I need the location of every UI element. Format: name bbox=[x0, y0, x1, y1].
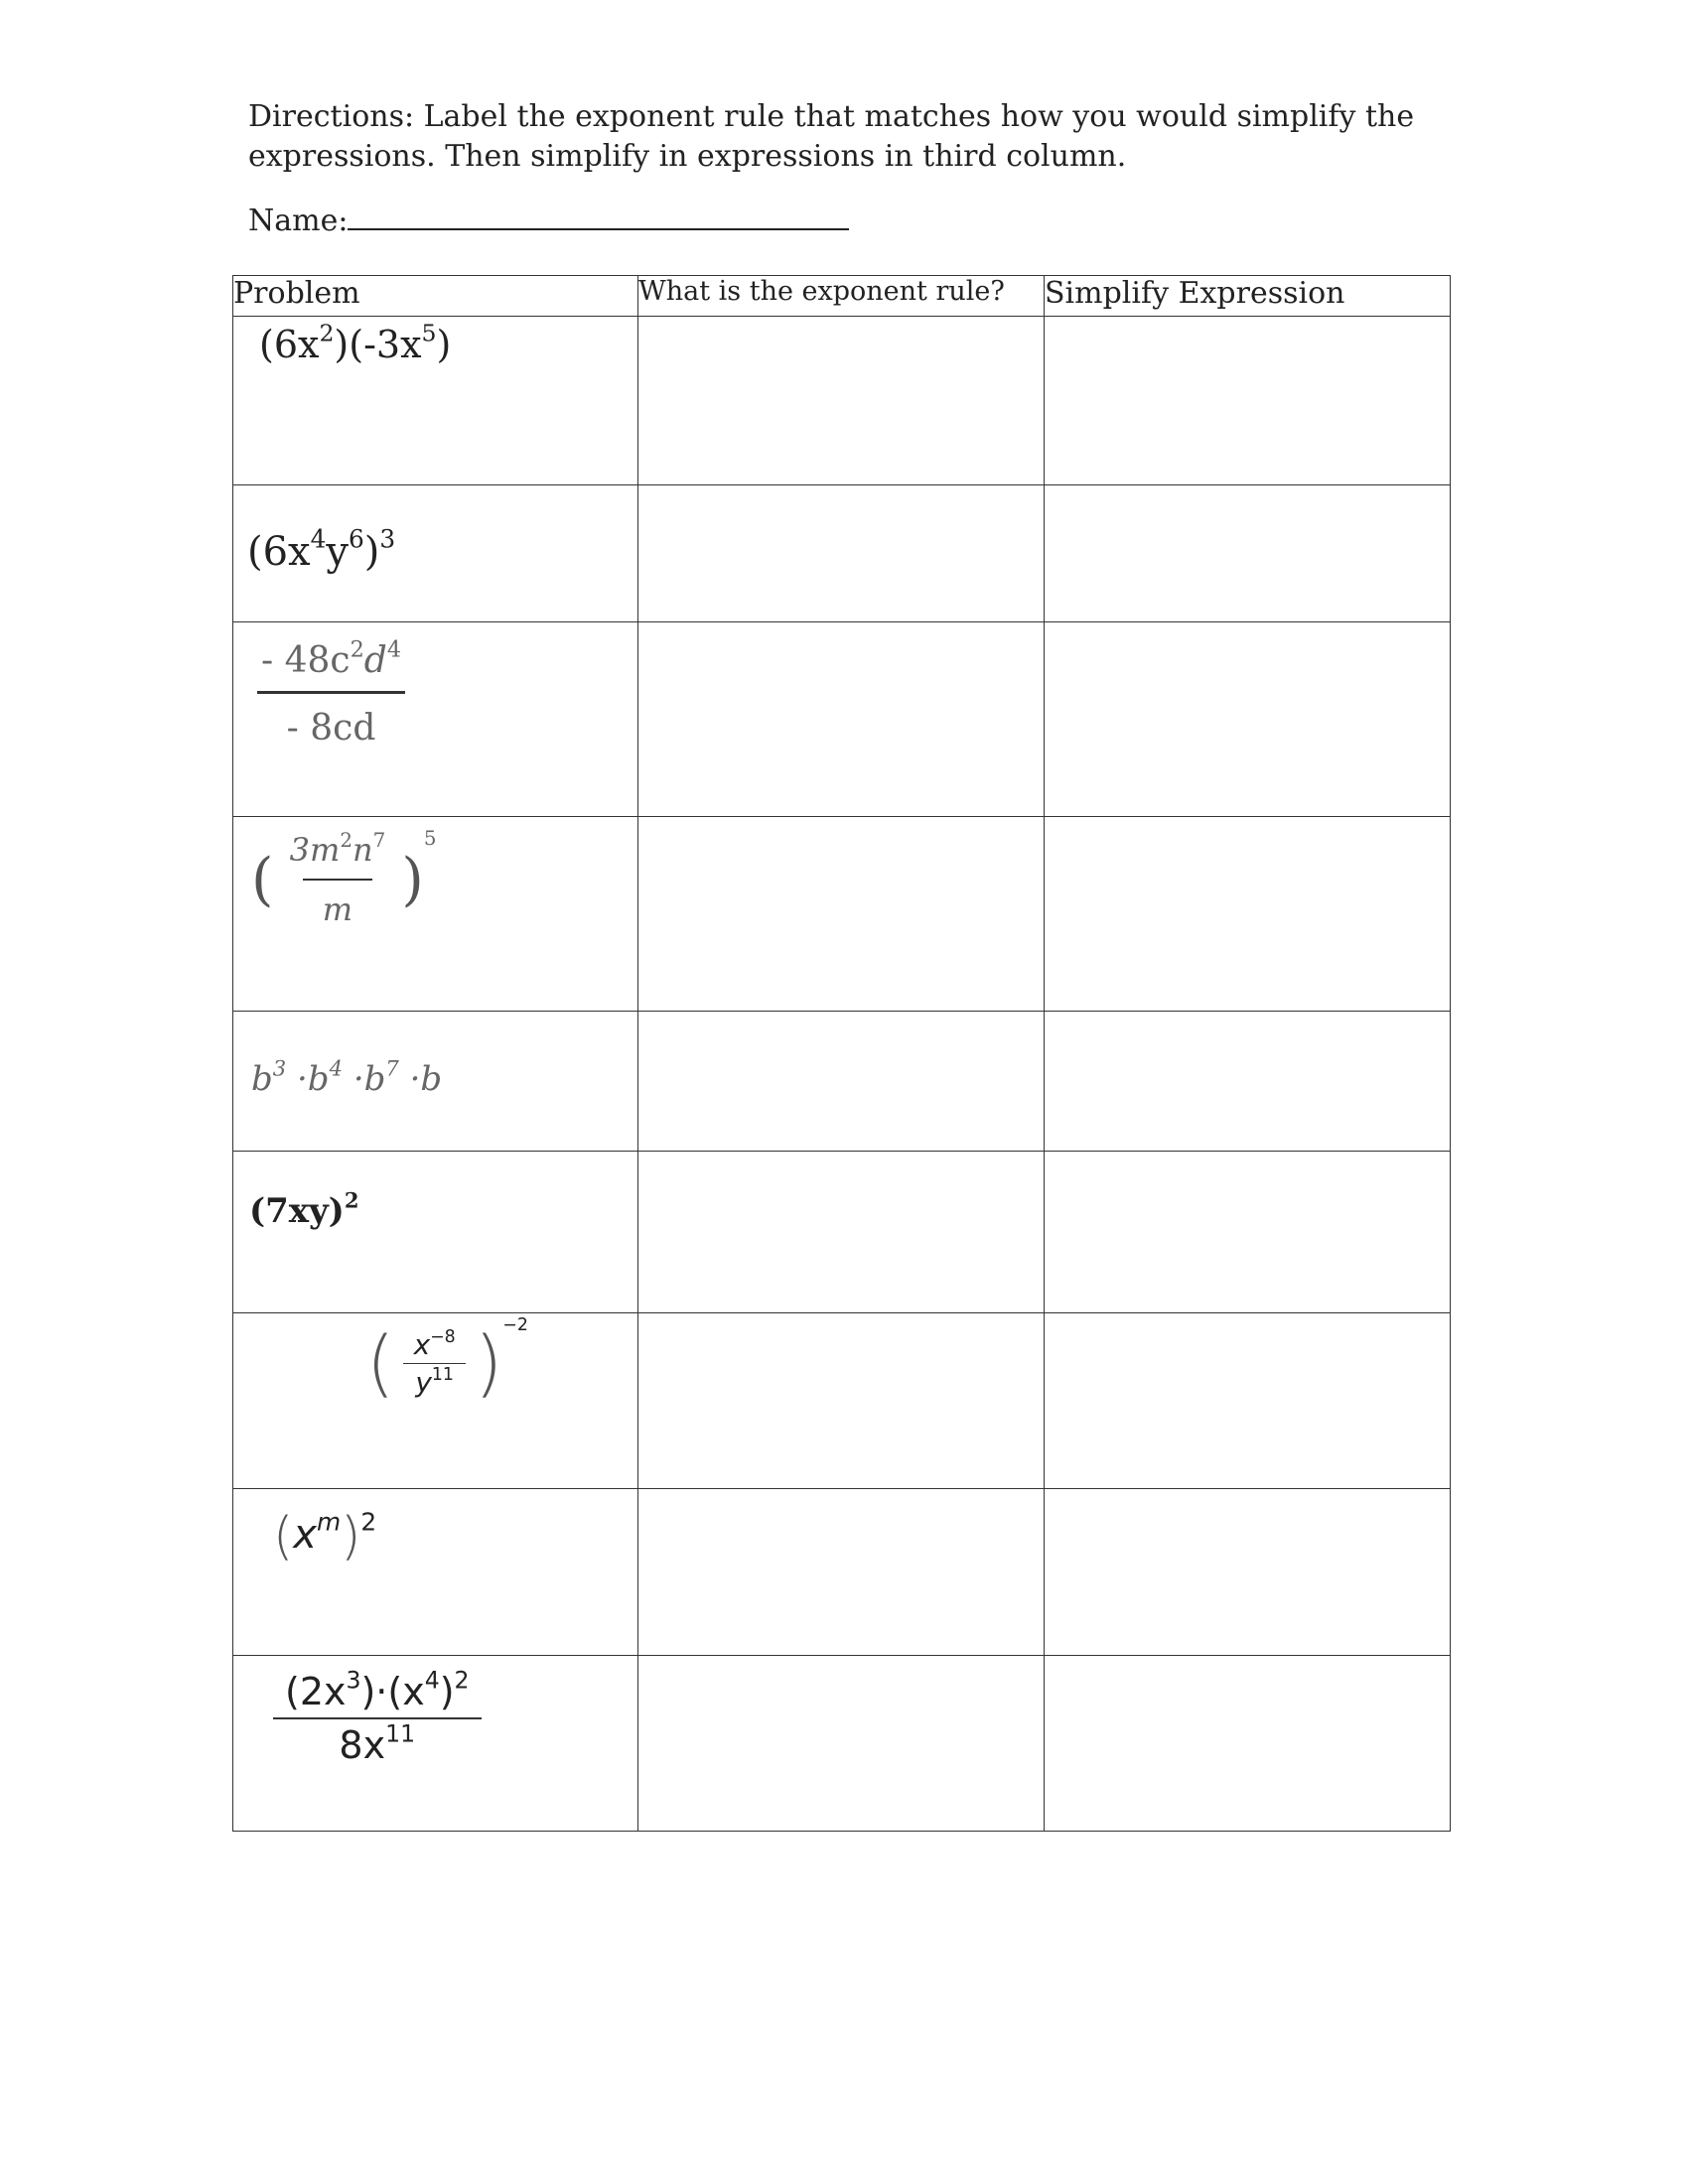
problem-cell bbox=[233, 485, 638, 622]
simplify-answer-cell[interactable] bbox=[1045, 1012, 1451, 1152]
simplify-answer-cell[interactable] bbox=[1045, 485, 1451, 622]
problem-cell bbox=[233, 622, 638, 817]
table-row bbox=[233, 1313, 1451, 1489]
table-row bbox=[233, 1656, 1451, 1832]
simplify-answer-cell[interactable] bbox=[1045, 1152, 1451, 1313]
problem-cell bbox=[233, 1152, 638, 1313]
directions-text: Directions: Label the exponent rule that matches how you would simplify the expressions. Then simplify in expressions in third column. bbox=[248, 99, 1415, 174]
rule-answer-cell[interactable] bbox=[638, 1313, 1045, 1489]
worksheet-table bbox=[232, 275, 1451, 1832]
table-row bbox=[233, 1152, 1451, 1313]
header-exponent-rule: What is the exponent rule? bbox=[638, 276, 1045, 317]
simplify-answer-cell[interactable] bbox=[1045, 1489, 1451, 1656]
problem-cell bbox=[233, 1313, 638, 1489]
problem-4-expression: ( $\frac{3m^2n^7}{m}$ )$^5$ bbox=[251, 826, 437, 928]
name-field[interactable] bbox=[248, 199, 849, 241]
simplify-answer-cell[interactable] bbox=[1045, 1313, 1451, 1489]
problem-8-expression: $(x^m)^2$ bbox=[273, 1507, 377, 1567]
header-row bbox=[233, 276, 1451, 317]
problem-cell bbox=[233, 1656, 638, 1832]
header-simplify-expression: Simplify Expression bbox=[1045, 276, 1451, 317]
problem-3-expression: $\frac{- 48c^2d^4}{- 8cd}$ bbox=[233, 622, 637, 749]
rule-answer-cell[interactable] bbox=[638, 1656, 1045, 1832]
simplify-answer-cell[interactable] bbox=[1045, 1656, 1451, 1832]
rule-answer-cell[interactable] bbox=[638, 622, 1045, 817]
rule-answer-cell[interactable] bbox=[638, 1152, 1045, 1313]
problem-cell bbox=[233, 1012, 638, 1152]
rule-answer-cell[interactable] bbox=[638, 1012, 1045, 1152]
problem-9-expression: $\frac{(2x^3)\cdot(x^4)^2}{8x^{11}}$ bbox=[233, 1656, 637, 1767]
rule-answer-cell[interactable] bbox=[638, 485, 1045, 622]
table-row bbox=[233, 1489, 1451, 1656]
simplify-answer-cell[interactable] bbox=[1045, 817, 1451, 1012]
name-label: Name: bbox=[248, 204, 349, 238]
problem-1-expression: $(6x^2)(-3x^5)$ bbox=[259, 319, 452, 366]
header-problem: Problem bbox=[233, 276, 638, 317]
rule-answer-cell[interactable] bbox=[638, 817, 1045, 1012]
problem-5-expression: $b^3 \cdot b^4 \cdot b^7 \cdot b$ bbox=[251, 1055, 443, 1099]
name-blank-line[interactable] bbox=[348, 199, 849, 230]
table-row bbox=[233, 622, 1451, 817]
rule-answer-cell[interactable] bbox=[638, 317, 1045, 485]
table-row bbox=[233, 317, 1451, 485]
simplify-answer-cell[interactable] bbox=[1045, 317, 1451, 485]
problem-2-expression: $(6x^4y^6)^3$ bbox=[247, 524, 396, 575]
problem-6-expression: $(7xy)^2$ bbox=[249, 1187, 359, 1231]
table-row bbox=[233, 1012, 1451, 1152]
rule-answer-cell[interactable] bbox=[638, 1489, 1045, 1656]
simplify-answer-cell[interactable] bbox=[1045, 622, 1451, 817]
problem-cell bbox=[233, 817, 638, 1012]
problem-cell bbox=[233, 1489, 638, 1656]
problem-7-expression: ( $\frac{x^{-8}}{y^{11}}$ )$^{-2}$ bbox=[366, 1314, 528, 1406]
problem-cell bbox=[233, 317, 638, 485]
table-row bbox=[233, 485, 1451, 622]
table-row bbox=[233, 817, 1451, 1012]
